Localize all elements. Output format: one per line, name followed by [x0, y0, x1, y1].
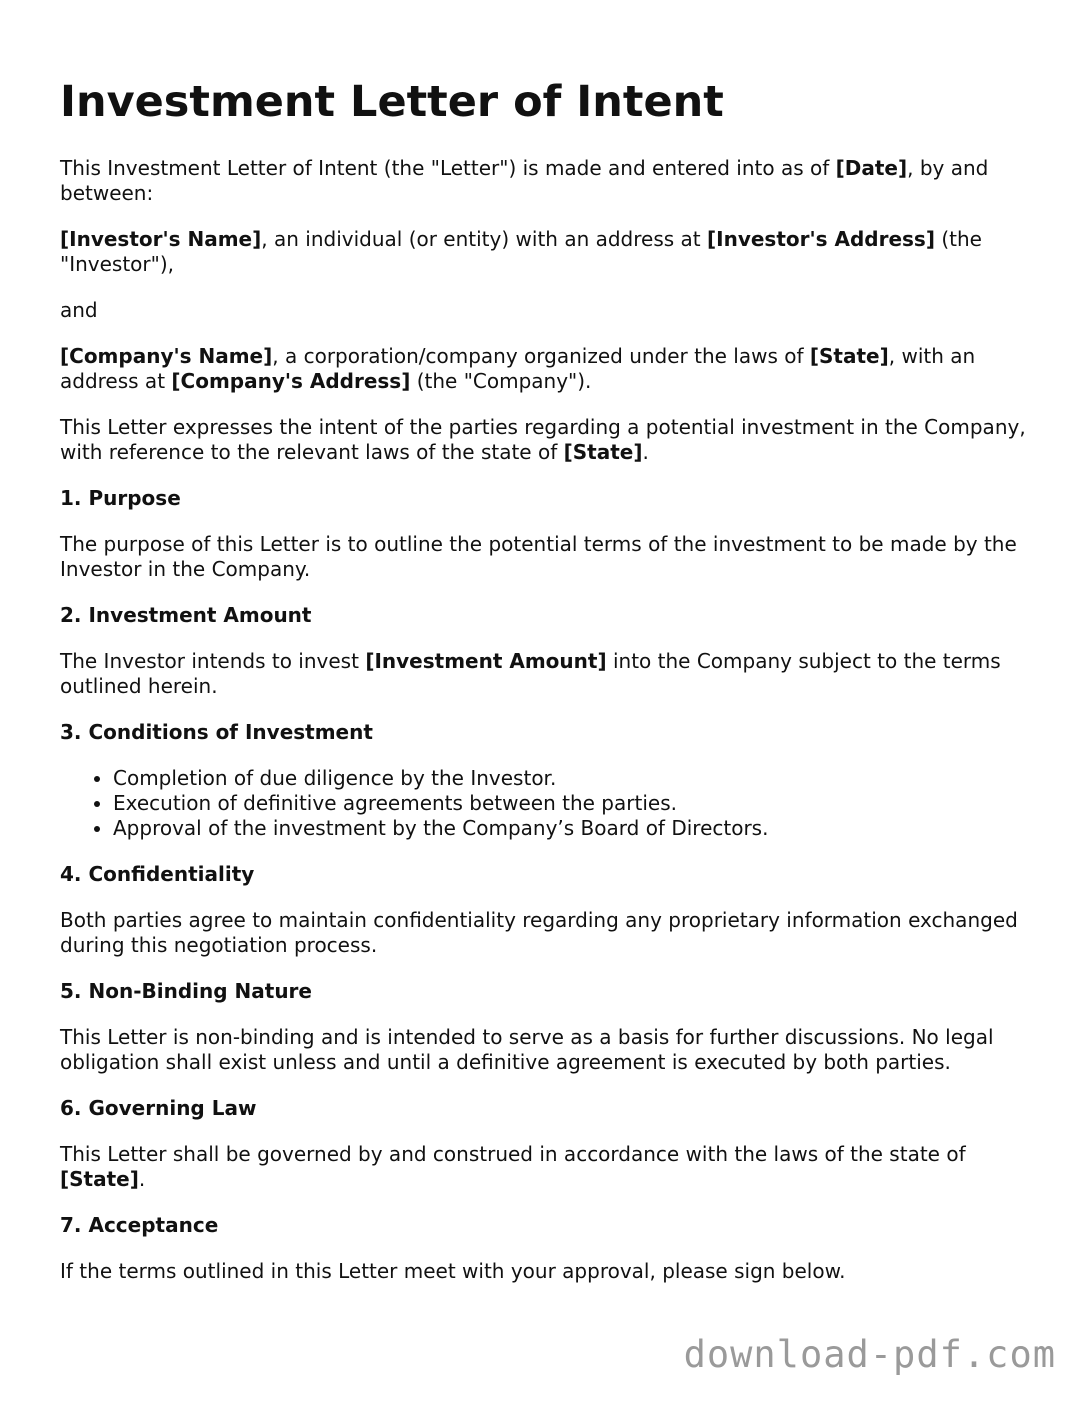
purpose-heading: 1. Purpose: [60, 486, 181, 510]
governing-law-heading: 6. Governing Law: [60, 1096, 257, 1120]
law-text-2: .: [138, 1167, 146, 1191]
non-binding-body: This Letter is non-binding and is intended to serve as a basis for further discussions. No legal obligation shall exist unless and until a definitive agreement is executed by both parties.: [60, 1025, 994, 1074]
amount-text-1: The Investor intends to invest: [60, 649, 366, 673]
investment-amount-heading: 2. Investment Amount: [60, 603, 312, 627]
acceptance-body: If the terms outlined in this Letter meet with your approval, please sign below.: [60, 1259, 846, 1283]
date-placeholder: [Date]: [835, 156, 908, 180]
list-item: • Approval of the investment by the Company’s Board of Directors.: [113, 816, 1035, 841]
list-item: • Completion of due diligence by the Investor.: [113, 766, 1035, 791]
intro-text-1: This Investment Letter of Intent (the "Letter") is made and entered into as of: [60, 156, 836, 180]
investor-address-placeholder: [Investor's Address]: [707, 227, 935, 251]
investor-text-1: , an individual (or entity) with an address at: [261, 227, 707, 251]
company-name-placeholder: [Company's Name]: [60, 344, 273, 368]
governing-law-body: [60, 1142, 1035, 1192]
list-item: • Execution of definitive agreements between the parties.: [113, 791, 1035, 816]
watermark: download-pdf.com: [683, 1333, 1056, 1376]
intent-text-1: This Letter expresses the intent of the parties regarding a potential investment in the Company, with reference to the relevant laws of the state of: [60, 415, 1026, 464]
conditions-heading: 3. Conditions of Investment: [60, 720, 373, 744]
purpose-body: The purpose of this Letter is to outline the potential terms of the investment to be made by the Investor in the Company.: [60, 532, 1017, 581]
acceptance-heading: 7. Acceptance: [60, 1213, 219, 1237]
non-binding-heading: 5. Non-Binding Nature: [60, 979, 312, 1003]
intro-text-2: , by and between:: [60, 156, 989, 205]
intent-paragraph: [60, 415, 1035, 465]
company-paragraph: [60, 344, 1035, 394]
investor-name-placeholder: [Investor's Name]: [60, 227, 262, 251]
intro-paragraph: [60, 156, 1035, 206]
amount-text-2: into the Company subject to the terms outlined herein.: [60, 649, 1001, 698]
company-text-1: , a corporation/company organized under the laws of: [272, 344, 810, 368]
conditions-list: [60, 766, 1035, 841]
confidentiality-heading: 4. Confidentiality: [60, 862, 255, 886]
investor-text-2: (the "Investor"),: [60, 227, 982, 276]
document-page: [60, 76, 1035, 1305]
investment-amount-placeholder: [Investment Amount]: [365, 649, 607, 673]
investor-paragraph: [60, 227, 1035, 277]
company-state-placeholder: [State]: [809, 344, 889, 368]
company-text-3: (the "Company").: [410, 369, 592, 393]
investment-amount-body: [60, 649, 1035, 699]
company-address-placeholder: [Company's Address]: [171, 369, 411, 393]
and-paragraph: and: [60, 298, 98, 322]
intent-state-placeholder: [State]: [563, 440, 643, 464]
intent-text-2: .: [642, 440, 649, 464]
law-text-1: This Letter shall be governed by and construed in accordance with the laws of the state of: [60, 1142, 966, 1166]
document-title: Investment Letter of Intent: [60, 77, 724, 127]
confidentiality-body: Both parties agree to maintain confidentiality regarding any proprietary information exchanged during this negotiation process.: [60, 908, 1018, 957]
law-state-placeholder: [State]: [60, 1167, 139, 1191]
company-text-2: , with an address at: [60, 344, 976, 393]
